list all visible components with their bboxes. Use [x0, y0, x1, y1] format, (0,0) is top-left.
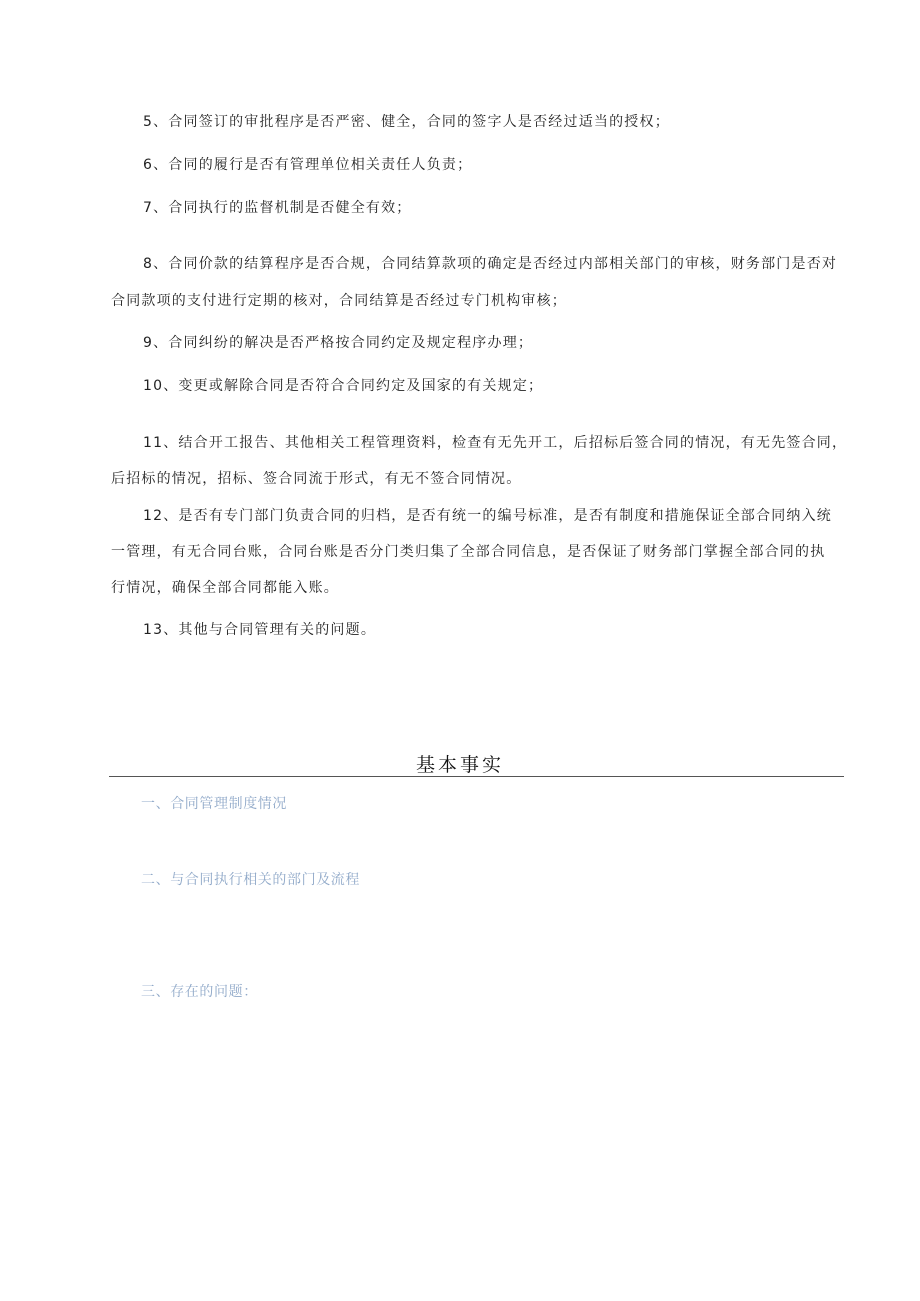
subsection-1: 一、合同管理制度情况: [141, 796, 287, 812]
item-11-line-2: 后招标的情况，招标、签合同流于形式，有无不签合同情况。: [111, 471, 522, 487]
item-9: 9、合同纠纷的解决是否严格按合同约定及规定程序办理；: [143, 335, 534, 351]
item-12-line-3: 行情况，确保全部合同都能入账。: [111, 580, 339, 596]
subsection-2: 二、与合同执行相关的部门及流程: [141, 872, 360, 888]
subsection-3: 三、存在的问题：: [141, 984, 258, 1000]
item-10: 10、变更或解除合同是否符合合同约定及国家的有关规定；: [143, 378, 544, 394]
item-13: 13、其他与合同管理有关的问题。: [143, 622, 377, 638]
item-8-line-2: 合同款项的支付进行定期的核对，合同结算是否经过专门机构审核；: [111, 293, 567, 309]
item-12-line-2: 一管理，有无合同台账，合同台账是否分门类归集了全部合同信息，是否保证了财务部门掌握全部合同的执: [111, 544, 826, 560]
item-7: 7、合同执行的监督机制是否健全有效；: [143, 200, 412, 216]
item-12-line-1: 12、是否有专门部门负责合同的归档，是否有统一的编号标准，是否有制度和措施保证全部合同纳入统: [143, 508, 833, 524]
section-divider: [109, 776, 844, 777]
item-5: 5、合同签订的审批程序是否严密、健全，合同的签字人是否经过适当的授权；: [143, 114, 670, 130]
section-title: 基本事实: [415, 754, 504, 776]
item-8-line-1: 8、合同价款的结算程序是否合规，合同结算款项的确定是否经过内部相关部门的审核，财务部门是否对: [143, 256, 838, 272]
item-6: 6、合同的履行是否有管理单位相关责任人负责；: [143, 157, 473, 173]
item-11-line-1: 11、结合开工报告、其他相关工程管理资料，检查有无先开工，后招标后签合同的情况，有无先签合同，: [143, 435, 848, 451]
